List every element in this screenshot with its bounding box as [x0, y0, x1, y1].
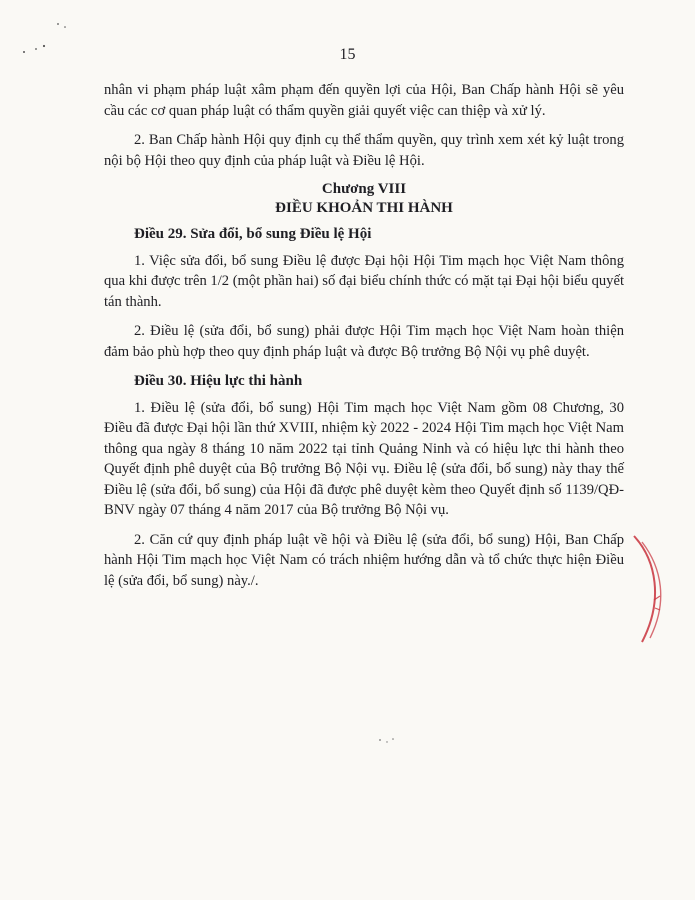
article-30-clause-2: 2. Căn cứ quy định pháp luật về hội và Điều lệ (sửa đổi, bổ sung) Hội, Ban Chấp hành Hội Tim mạch học Việt Nam có trách nhiệm hướng dẫn và tổ chức thực hiện Điều lệ (sửa đổi, bổ sung) này./. — [104, 531, 624, 589]
article-30-heading: Điều 30. Hiệu lực thi hành — [134, 373, 303, 389]
chapter-title: ĐIỀU KHOẢN THI HÀNH — [275, 200, 453, 216]
red-seal-fragment — [628, 530, 678, 650]
article-29-heading: Điều 29. Sửa đổi, bổ sung Điều lệ Hội — [134, 226, 372, 242]
chapter-number: Chương VIII — [321, 181, 407, 197]
article-29-clause-1: 1. Việc sửa đổi, bổ sung Điều lệ được Đại hội Hội Tim mạch học Việt Nam thông qua khi được trên 1/2 (một phần hai) số đại biểu chính thức có mặt tại Đại hội biểu quyết tán thành. — [104, 252, 625, 310]
paragraph-disciplinary: 2. Ban Chấp hành Hội quy định cụ thể thẩm quyền, quy trình xem xét kỷ luật trong nội bộ Hội theo quy định của pháp luật và Điều lệ Hội. — [104, 132, 624, 169]
article-29-clause-2: 2. Điều lệ (sửa đổi, bổ sung) phải được Hội Tim mạch học Việt Nam hoàn thiện đảm bảo phù hợp theo quy định pháp luật và được Bộ trưởng Bộ Nội vụ phê duyệt. — [104, 323, 624, 360]
page-number: 15 — [339, 46, 356, 63]
document-body — [104, 80, 624, 600]
paragraph-continuation: nhân vi phạm pháp luật xâm phạm đến quyền lợi của Hội, Ban Chấp hành Hội sẽ yêu cầu các cơ quan pháp luật có thẩm quyền giải quyết việc can thiệp và xử lý. — [104, 82, 624, 119]
article-30-clause-1: 1. Điều lệ (sửa đổi, bổ sung) Hội Tim mạch học Việt Nam gồm 08 Chương, 30 Điều đã được Đại hội lần thứ XVIII, nhiệm kỳ 2022 - 2024 Hội Tim mạch học Việt Nam thông qua ngày 8 tháng 10 năm 2022 tại tỉnh Quảng Ninh và có hiệu lực thi hành theo Quyết định phê duyệt của Bộ trưởng Bộ Nội vụ. Điều lệ (sửa đổi, bổ sung) này thay thế Điều lệ (sửa đổi, bổ sung) của Hội đã được phê duyệt kèm theo Quyết định số 1139/QĐ-BNV ngày 07 tháng 4 năm 2017 của Bộ trưởng Bộ Nội vụ. — [104, 399, 624, 518]
